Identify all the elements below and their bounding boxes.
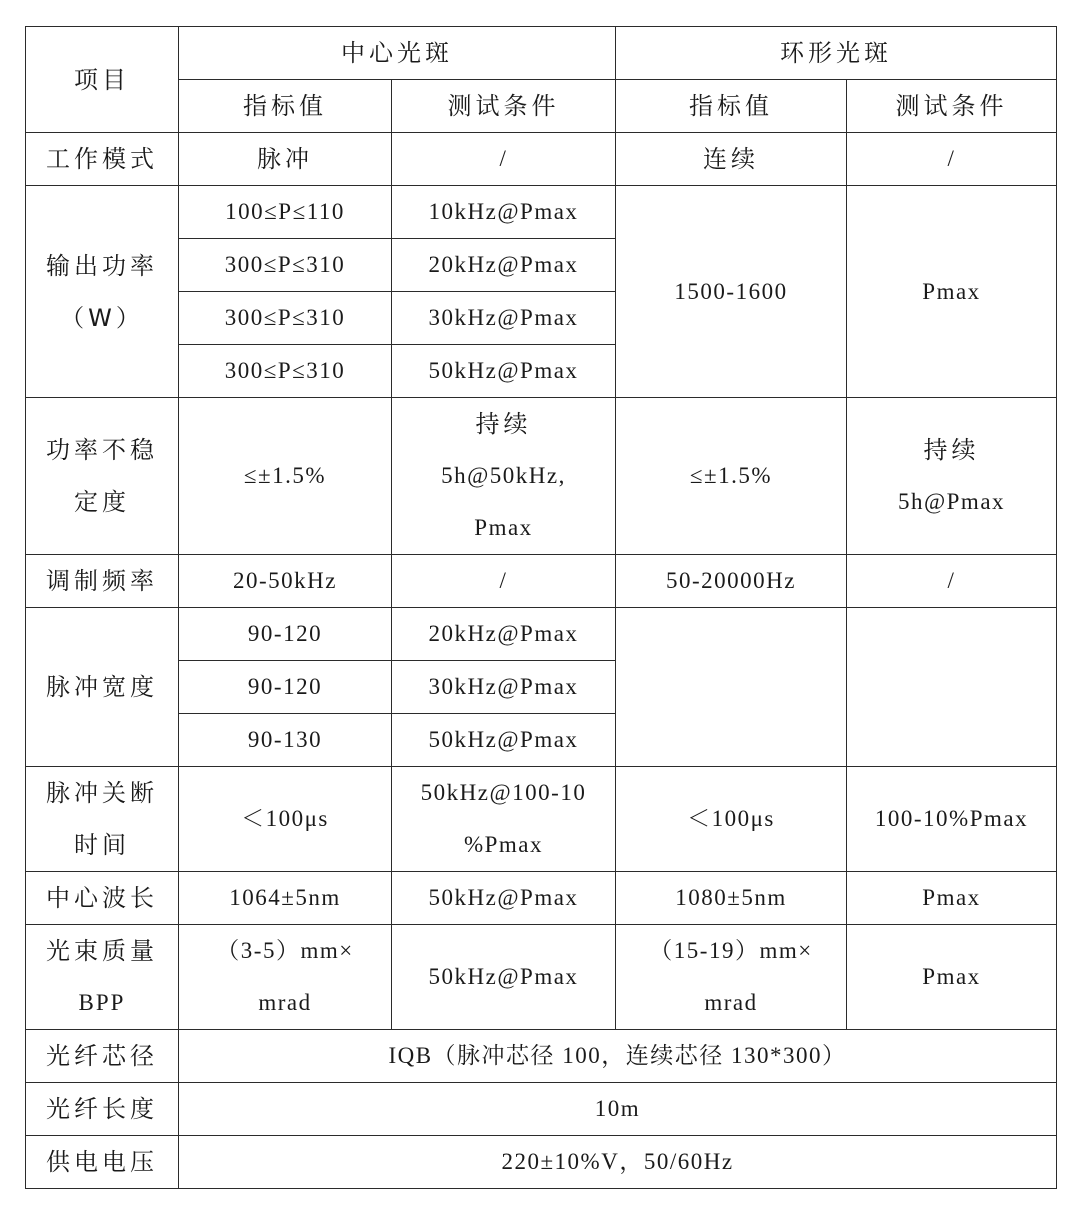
row-pulse-width-1	[26, 608, 1057, 661]
work-mode-center-value: 脉冲	[179, 133, 392, 186]
header-item: 项目	[26, 27, 179, 133]
header-ring-index-value: 指标值	[616, 80, 847, 133]
power-instability-ring-value: ≤±1.5%	[616, 398, 847, 555]
fiber-core-value: IQB（脉冲芯径 100，连续芯径 130*300）	[179, 1030, 1057, 1083]
pulse-off-time-center-cond-line1: 50kHz@100-10	[420, 780, 587, 805]
pulse-width-center-cond: 50kHz@Pmax	[392, 714, 616, 767]
output-power-ring-value: 1500-1600	[616, 186, 847, 398]
header-center-index-value: 指标值	[179, 80, 392, 133]
header-row-1	[26, 27, 1057, 80]
power-instability-label-line1: 功率不稳	[46, 436, 158, 464]
pulse-width-center-value: 90-120	[179, 608, 392, 661]
spec-table	[25, 26, 1057, 1189]
power-instability-label	[26, 398, 179, 555]
header-center-test-condition: 测试条件	[392, 80, 616, 133]
modulation-freq-center-value: 20-50kHz	[179, 555, 392, 608]
beam-quality-label	[26, 925, 179, 1030]
modulation-freq-ring-cond: /	[847, 555, 1057, 608]
center-wavelength-ring-cond: Pmax	[847, 872, 1057, 925]
pulse-width-center-cond: 20kHz@Pmax	[392, 608, 616, 661]
output-power-label-line1: 输出功率	[46, 251, 158, 280]
work-mode-label: 工作模式	[26, 133, 179, 186]
work-mode-ring-value: 连续	[616, 133, 847, 186]
beam-quality-ring-value	[616, 925, 847, 1030]
output-power-label-line2: （W）	[60, 303, 144, 332]
pulse-off-time-label	[26, 767, 179, 872]
pulse-width-center-value: 90-130	[179, 714, 392, 767]
pulse-width-ring-cond	[847, 608, 1057, 767]
power-instability-ring-cond-line1: 持续	[923, 436, 980, 464]
power-instability-center-value: ≤±1.5%	[179, 398, 392, 555]
row-center-wavelength	[26, 872, 1057, 925]
pulse-width-label: 脉冲宽度	[26, 608, 179, 767]
output-power-label	[26, 186, 179, 398]
pulse-width-center-cond: 30kHz@Pmax	[392, 661, 616, 714]
row-fiber-length	[26, 1083, 1057, 1136]
output-power-center-value: 100≤P≤110	[179, 186, 392, 239]
pulse-off-time-ring-cond: 100-10%Pmax	[847, 767, 1057, 872]
modulation-freq-label: 调制频率	[26, 555, 179, 608]
modulation-freq-ring-value: 50-20000Hz	[616, 555, 847, 608]
pulse-width-center-value: 90-120	[179, 661, 392, 714]
modulation-freq-center-cond: /	[392, 555, 616, 608]
work-mode-center-cond: /	[392, 133, 616, 186]
supply-voltage-value: 220±10%V，50/60Hz	[179, 1136, 1057, 1189]
power-instability-center-cond-line1: 持续	[475, 410, 532, 438]
power-instability-ring-cond	[847, 398, 1057, 555]
beam-quality-ring-value-line1: （15-19）mm×	[649, 938, 813, 963]
pulse-width-ring-value	[616, 608, 847, 767]
pulse-off-time-center-cond-line2: %Pmax	[463, 832, 544, 857]
pulse-off-time-label-line2: 时间	[74, 831, 130, 859]
output-power-center-cond: 50kHz@Pmax	[392, 345, 616, 398]
pulse-off-time-ring-value: ＜100μs	[616, 767, 847, 872]
row-output-power-1	[26, 186, 1057, 239]
row-fiber-core	[26, 1030, 1057, 1083]
beam-quality-ring-cond: Pmax	[847, 925, 1057, 1030]
output-power-ring-cond: Pmax	[847, 186, 1057, 398]
beam-quality-label-line1: 光束质量	[46, 937, 158, 965]
power-instability-center-cond-line3: Pmax	[474, 515, 533, 540]
output-power-center-cond: 30kHz@Pmax	[392, 292, 616, 345]
header-ring-spot: 环形光斑	[616, 27, 1057, 80]
beam-quality-center-value-line1: （3-5）mm×	[216, 938, 354, 963]
fiber-length-value: 10m	[179, 1083, 1057, 1136]
output-power-center-value: 300≤P≤310	[179, 239, 392, 292]
center-wavelength-label: 中心波长	[26, 872, 179, 925]
fiber-length-label: 光纤长度	[26, 1083, 179, 1136]
center-wavelength-center-value: 1064±5nm	[179, 872, 392, 925]
pulse-off-time-label-line1: 脉冲关断	[46, 779, 158, 807]
row-pulse-off-time	[26, 767, 1057, 872]
row-beam-quality	[26, 925, 1057, 1030]
fiber-core-label: 光纤芯径	[26, 1030, 179, 1083]
header-row-2	[26, 80, 1057, 133]
row-power-instability	[26, 398, 1057, 555]
header-ring-test-condition: 测试条件	[847, 80, 1057, 133]
work-mode-ring-cond: /	[847, 133, 1057, 186]
output-power-center-value: 300≤P≤310	[179, 292, 392, 345]
supply-voltage-label: 供电电压	[26, 1136, 179, 1189]
center-wavelength-center-cond: 50kHz@Pmax	[392, 872, 616, 925]
center-wavelength-ring-value: 1080±5nm	[616, 872, 847, 925]
beam-quality-center-cond: 50kHz@Pmax	[392, 925, 616, 1030]
beam-quality-ring-value-line2: mrad	[704, 990, 758, 1015]
beam-quality-center-value-line2: mrad	[258, 990, 312, 1015]
power-instability-center-cond-line2: 5h@50kHz,	[441, 463, 566, 488]
power-instability-ring-cond-line2: 5h@Pmax	[897, 489, 1006, 514]
header-center-spot: 中心光斑	[179, 27, 616, 80]
output-power-center-value: 300≤P≤310	[179, 345, 392, 398]
output-power-center-cond: 10kHz@Pmax	[392, 186, 616, 239]
pulse-off-time-center-value: ＜100μs	[179, 767, 392, 872]
output-power-center-cond: 20kHz@Pmax	[392, 239, 616, 292]
power-instability-center-cond	[392, 398, 616, 555]
row-work-mode	[26, 133, 1057, 186]
power-instability-label-line2: 定度	[74, 488, 130, 516]
row-modulation-freq	[26, 555, 1057, 608]
row-supply-voltage	[26, 1136, 1057, 1189]
beam-quality-label-line2: BPP	[78, 990, 126, 1015]
beam-quality-center-value	[179, 925, 392, 1030]
pulse-off-time-center-cond	[392, 767, 616, 872]
